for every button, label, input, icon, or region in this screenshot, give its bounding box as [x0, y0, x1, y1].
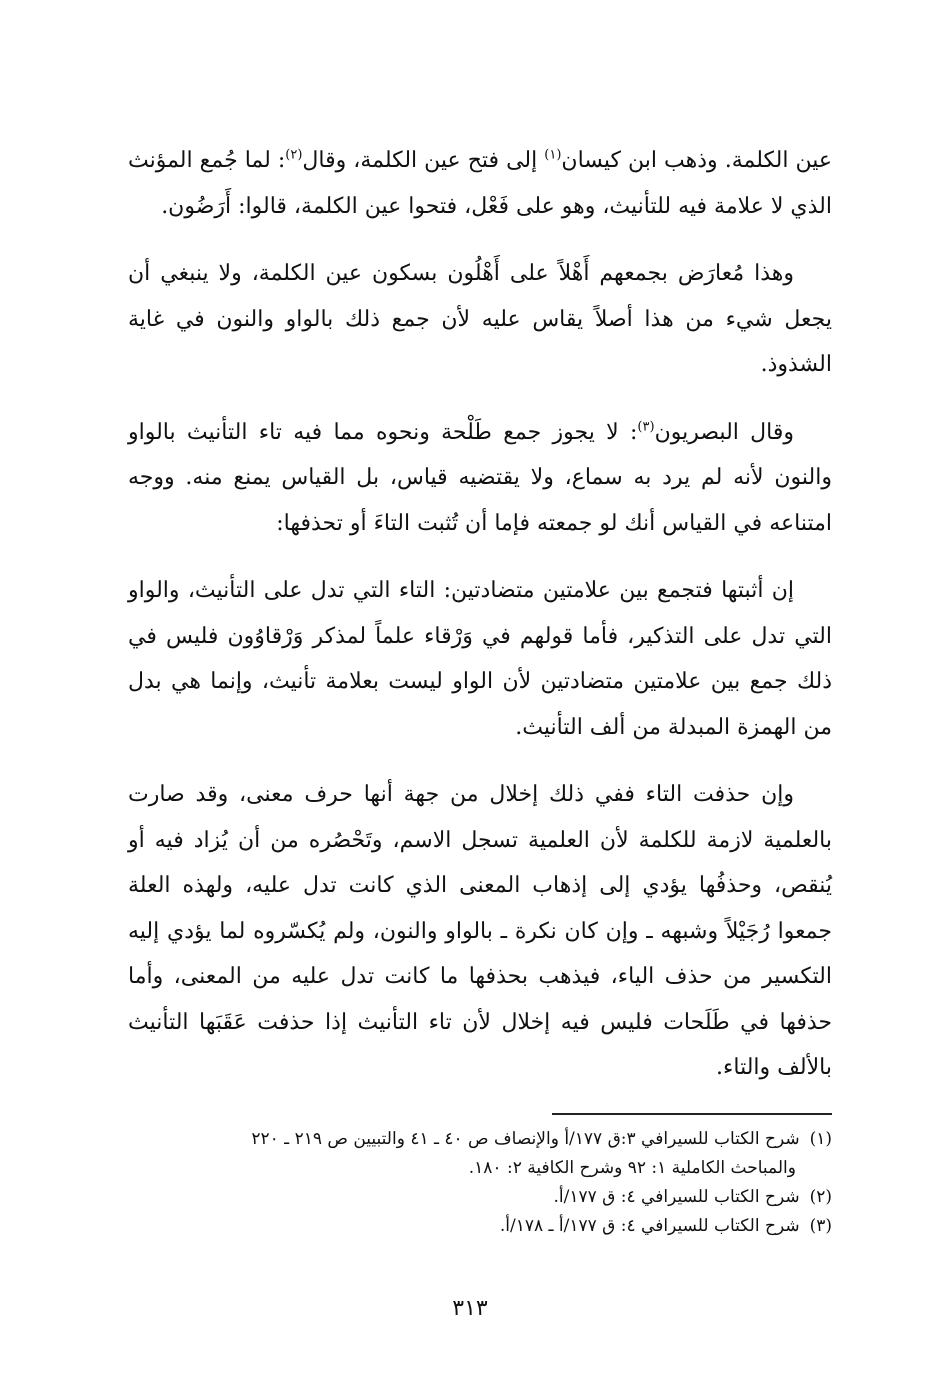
footnote-divider [552, 1113, 832, 1115]
footnote-ref-2: (٢) [285, 147, 303, 163]
footnote-ref-1: (١) [544, 147, 562, 163]
footnote-3: (٣)شرح الكتاب للسيرافي ٤: ق ١٧٧/أ ـ ١٧٨/أ. [499, 1215, 832, 1236]
page-number: ٣١٣ [452, 1296, 488, 1321]
paragraph-2: وهذا مُعارَض بجمعهم أَهْلاً على أَهْلُون بسكون عين الكلمة، ولا ينبغي أن يجعل شيء من هذا أصلاً يقاس عليه لأن جمع ذلك بالواو والنون في غاية الشذوذ. [128, 261, 832, 377]
footnotes [128, 1125, 832, 1241]
footnote-2: (٢)شرح الكتاب للسيرافي ٤: ق ١٧٧/أ. [553, 1186, 832, 1207]
footnote-ref-3: (٣) [637, 419, 655, 435]
paragraph-4: إن أثبتها فتجمع بين علامتين متضادتين: التاء التي تدل على التأنيث، والواو التي تدل على التذكير، فأما قولهم في وَرْقاء علماً لمذكر وَرْقاوُون فليس في ذلك جمع بين علامتين متضادتين لأن الواو ليست بعلامة تأنيث، وإنما هي بدل من الهمزة المبدلة من ألف التأنيث. [128, 578, 832, 740]
paragraph-3: وقال البصريون$^{(٣)}$: لا يجوز جمع طَلْحة ونحوه مما فيه تاء التأنيث بالواو والنون لأنه لم يرد به سماع، ولا يقتضيه قياس، بل القياس يمنع منه. ووجه امتناعه في القياس أنك لو جمعته فإما أن تُثبت التاءَ أو تحذفها: [128, 419, 832, 536]
paragraph-5: وإن حذفت التاء ففي ذلك إخلال من جهة أنها حرف معنى، وقد صارت بالعلمية لازمة للكلمة لأن العلمية تسجل الاسم، وتَحْصُره من أن يُزاد فيه أو يُنقص، وحذفُها يؤدي إلى إذهاب المعنى الذي كانت تدل عليه، ولهذه العلة جمعوا رُجَيْلاً وشبهه ـ وإن كان نكرة ـ بالواو والنون، ولم يُكسّروه لما يؤدي إليه التكسير من حذف الياء، فيذهب بحذفها ما كانت تدل عليه من المعنى، وأما حذفها في طَلَحات فليس فيه إخلال لأن تاء التأنيث إذا حذفت عَقَبَها التأنيث بالألف والتاء. [128, 782, 832, 1080]
footnote-1: (١)شرح الكتاب للسيرافي ٣:ق ١٧٧/أ والإنصاف ص ٤٠ ـ ٤١ والتبيين ص ٢١٩ ـ ٢٢٠ [251, 1128, 832, 1149]
footnote-1-continued: والمباحث الكاملية ١: ٩٢ وشرح الكافية ٢: ١٨٠. [468, 1157, 796, 1178]
paragraph-1: عين الكلمة. وذهب ابن كيسان$^{(١)}$ إلى فتح عين الكلمة، وقال$^{(٢)}$: لما جُمع المؤنث الذي لا علامة فيه للتأنيث، وهو على فَعْل، فتحوا عين الكلمة، قالوا: أَرَضُون. [128, 147, 833, 219]
